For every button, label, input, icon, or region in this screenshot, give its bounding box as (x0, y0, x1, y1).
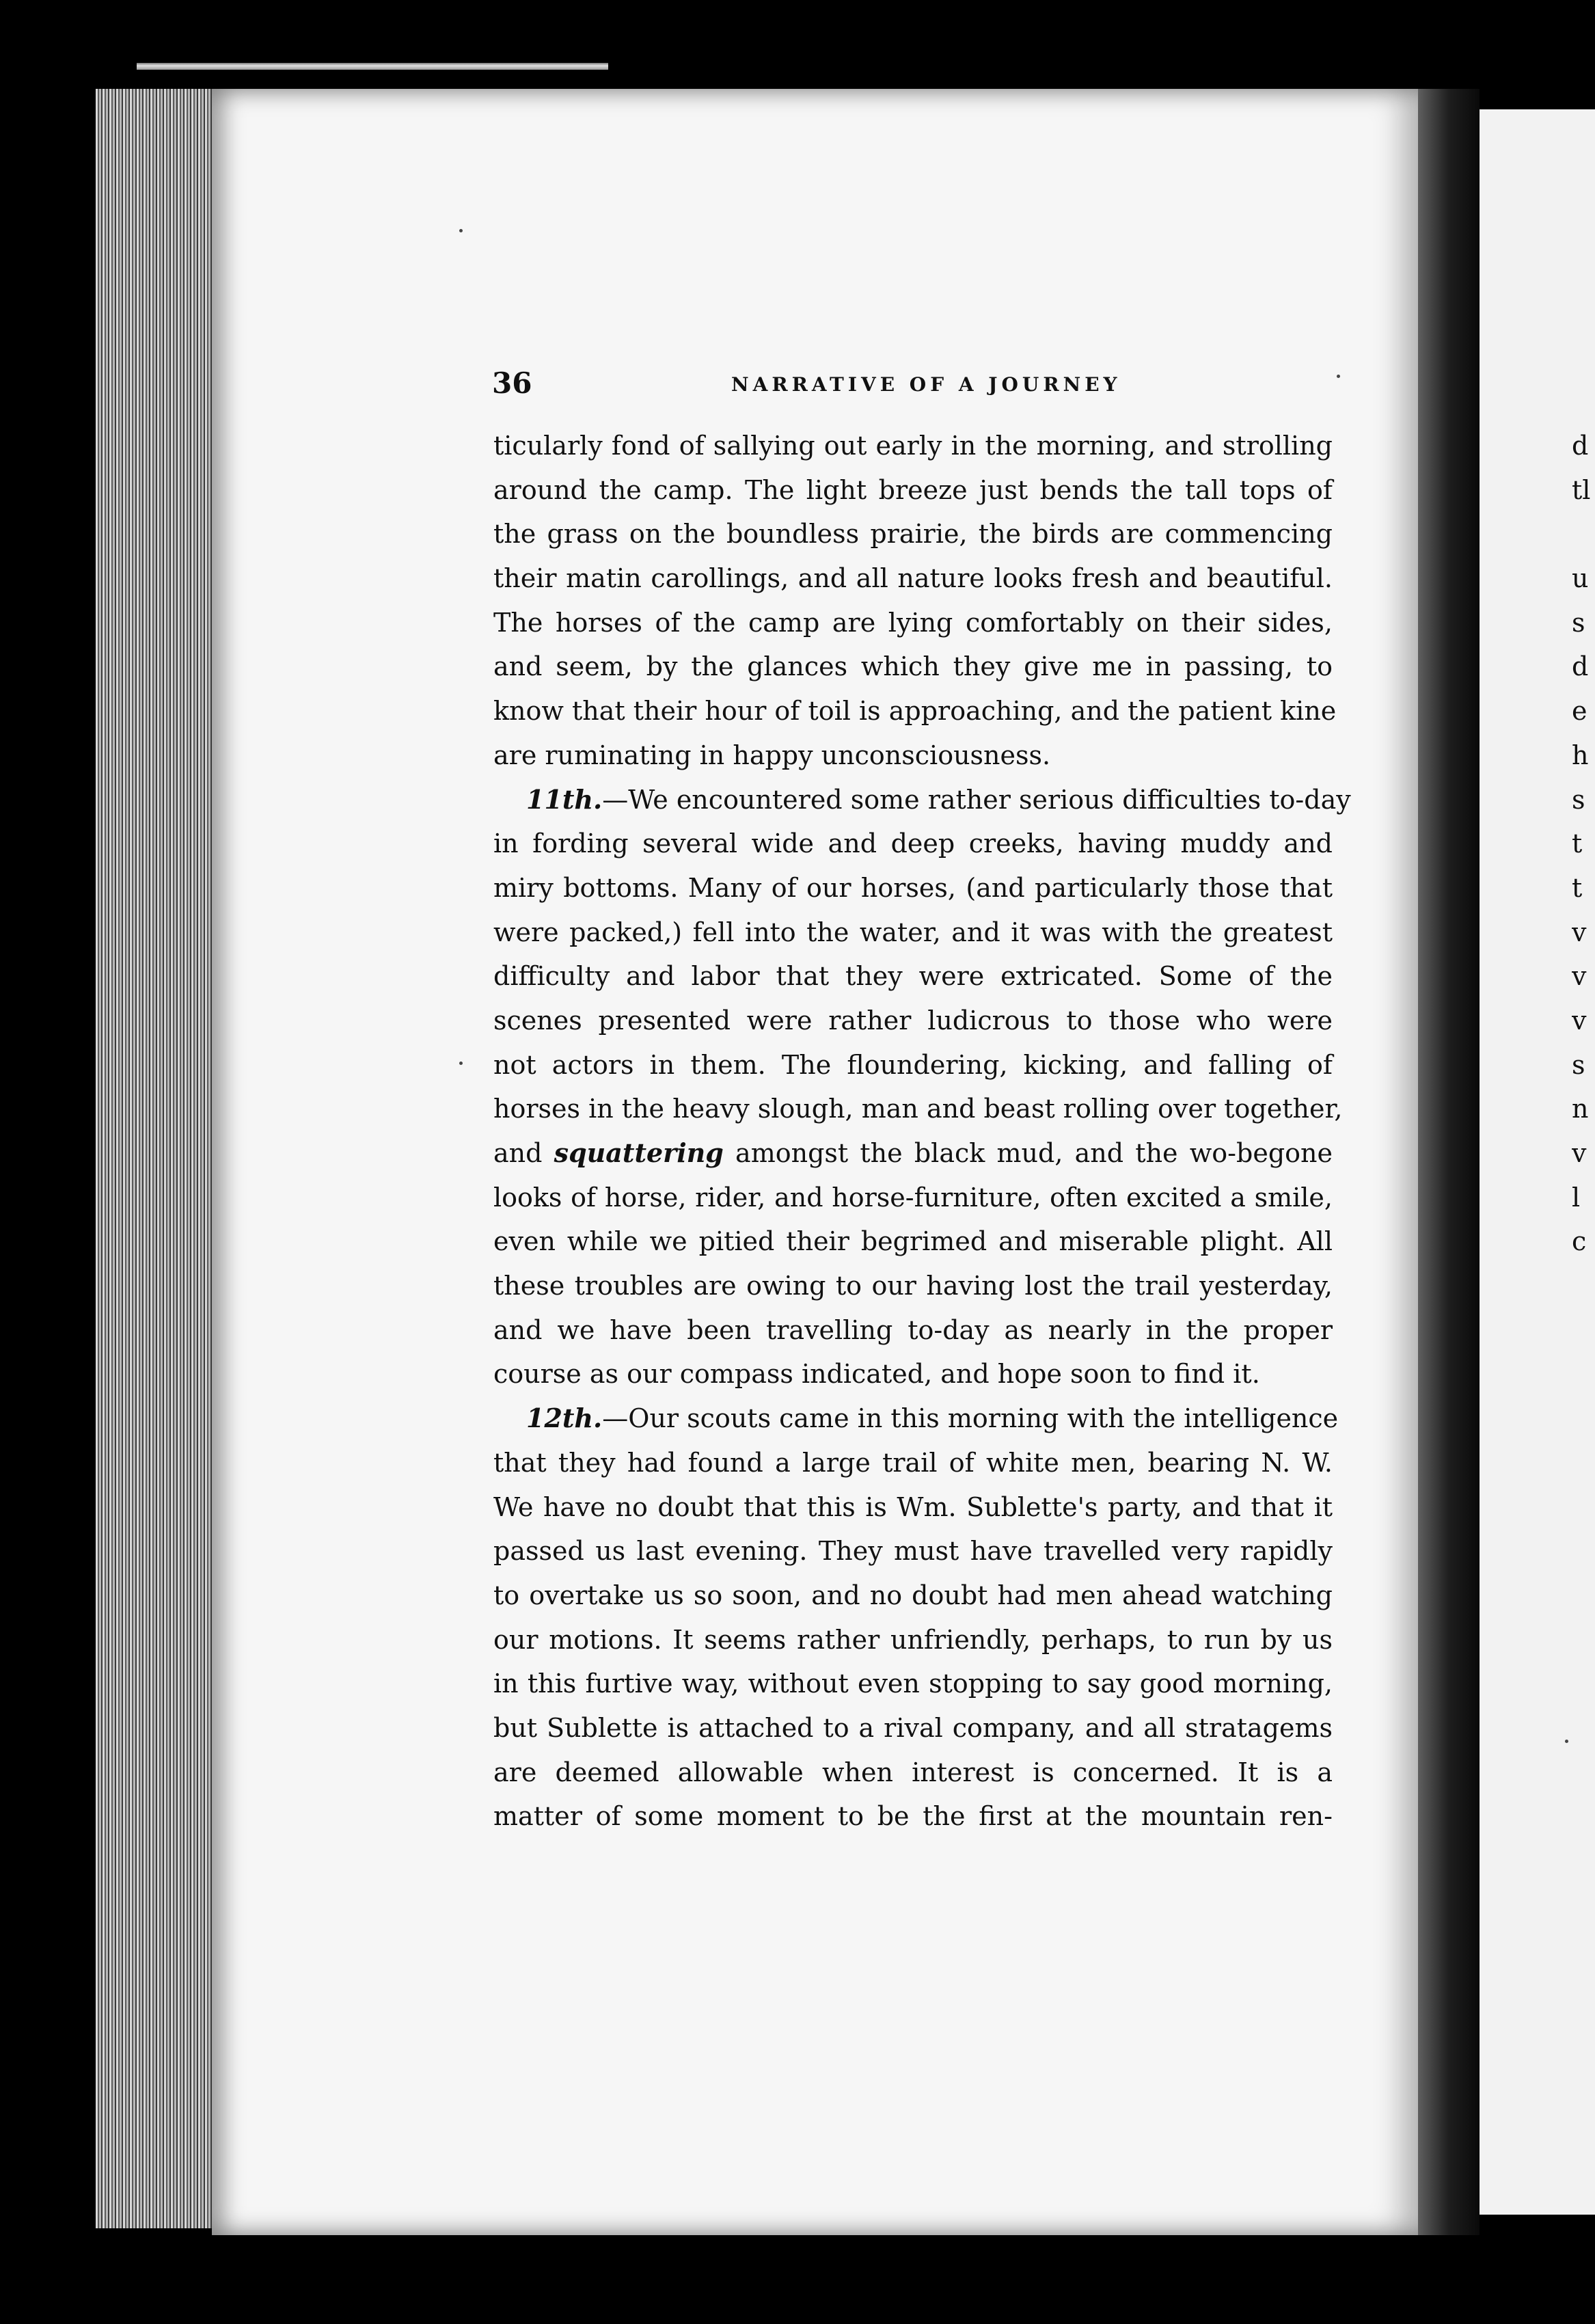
text-line: the grass on the boundless prairie, the birds are commencing (493, 519, 1333, 550)
adjacent-fragment: n (1572, 1094, 1589, 1124)
adjacent-fragment: v (1572, 1005, 1587, 1036)
emphasized-word: squattering (554, 1137, 724, 1168)
dust-speck (1565, 1740, 1568, 1743)
paragraph-first-line (493, 1396, 1339, 1441)
text-line: difficulty and labor that they were extricated. Some of the (493, 961, 1333, 992)
page-number: 36 (492, 366, 532, 400)
dust-speck (459, 229, 463, 232)
dust-speck (459, 1062, 463, 1065)
text-run: amongst the black mud, and the wo-begone (723, 1138, 1333, 1168)
text-line: The horses of the camp are lying comfortably on their sides, (493, 607, 1333, 638)
adjacent-fragment: s (1572, 784, 1585, 815)
text-run: and (493, 1138, 554, 1168)
text-line: our motions. It seems rather unfriendly, perhaps, to run by us (493, 1624, 1333, 1655)
adjacent-fragment: v (1572, 961, 1587, 992)
book-top-edge (137, 63, 608, 70)
body-text (493, 424, 1351, 1839)
text-line: We have no doubt that this is Wm. Sublette's party, and that it (493, 1491, 1333, 1522)
running-head: NARRATIVE OF A JOURNEY (731, 373, 1121, 396)
text-line: their matin carollings, and all nature looks fresh and beautiful. (493, 563, 1333, 594)
adjacent-fragment: s (1572, 607, 1585, 638)
text-line: in this furtive way, without even stopping to say good morning, (493, 1668, 1333, 1699)
text-line: know that their hour of toil is approaching, and the patient kine (493, 696, 1337, 727)
text-line: and seem, by the glances which they give me in passing, to (493, 651, 1333, 682)
text-line: that they had found a large trail of white men, bearing N. W. (493, 1447, 1333, 1478)
adjacent-fragment: t (1572, 828, 1583, 859)
text-line: these troubles are owing to our having lost the trail yesterday, (493, 1271, 1333, 1301)
text-line: matter of some moment to be the first at the mountain ren- (493, 1801, 1333, 1832)
text-line: are ruminating in happy unconsciousness. (493, 740, 1051, 770)
dust-speck (1337, 375, 1340, 378)
adjacent-page-text (1572, 424, 1595, 1264)
text-line: miry bottoms. Many of our horses, (and particularly those that (493, 872, 1333, 903)
text-line: not actors in them. The floundering, kicking, and falling of (493, 1049, 1333, 1080)
text-line: horses in the heavy slough, man and beast rolling over together, (493, 1094, 1343, 1124)
text-line: in fording several wide and deep creeks, having muddy and (493, 828, 1333, 859)
adjacent-fragment: l (1572, 1182, 1581, 1213)
adjacent-fragment: t (1572, 872, 1583, 903)
paragraph-first-line (493, 778, 1351, 822)
adjacent-fragment: d (1572, 651, 1589, 682)
adjacent-fragment: u (1572, 563, 1589, 594)
adjacent-fragment (1572, 512, 1595, 556)
text-line: scenes presented were rather ludicrous to those who were (493, 1005, 1333, 1036)
page-edges-stack (96, 89, 219, 2228)
text-run: —We encountered some rather serious difficulties to-day (602, 784, 1351, 815)
text-line: even while we pitied their begrimed and miserable plight. All (493, 1226, 1333, 1257)
adjacent-fragment: h (1572, 740, 1589, 770)
adjacent-fragment: e (1572, 696, 1587, 727)
text-line: looks of horse, rider, and horse-furniture, often excited a smile, (493, 1182, 1333, 1213)
page-header (492, 366, 1333, 401)
text-line: are deemed allowable when interest is concerned. It is a (493, 1757, 1333, 1787)
text-run: —Our scouts came in this morning with the intelligence (602, 1403, 1339, 1434)
text-line: around the camp. The light breeze just bends the tall tops of (493, 474, 1333, 505)
text-line: were packed,) fell into the water, and it was with the greatest (493, 917, 1333, 947)
text-line-with-emphasis (493, 1131, 1333, 1176)
text-line: course as our compass indicated, and hope soon to find it. (493, 1359, 1260, 1390)
text-line: but Sublette is attached to a rival company, and all stratagems (493, 1712, 1333, 1743)
adjacent-fragment: c (1572, 1226, 1587, 1257)
text-line: and we have been travelling to-day as nearly in the proper (493, 1314, 1333, 1345)
adjacent-fragment: v (1572, 1138, 1587, 1168)
text-line: passed us last evening. They must have travelled very rapidly (493, 1536, 1333, 1567)
adjacent-fragment: v (1572, 917, 1587, 947)
entry-date: 11th. (526, 783, 603, 815)
adjacent-fragment: tl (1572, 474, 1591, 505)
text-line: ticularly fond of sallying out early in the morning, and strolling (493, 431, 1333, 461)
text-line: to overtake us so soon, and no doubt had men ahead watching (493, 1580, 1333, 1610)
adjacent-fragment: d (1572, 431, 1589, 461)
entry-date: 12th. (526, 1403, 603, 1434)
book-gutter (1418, 89, 1480, 2235)
adjacent-fragment: s (1572, 1049, 1585, 1080)
